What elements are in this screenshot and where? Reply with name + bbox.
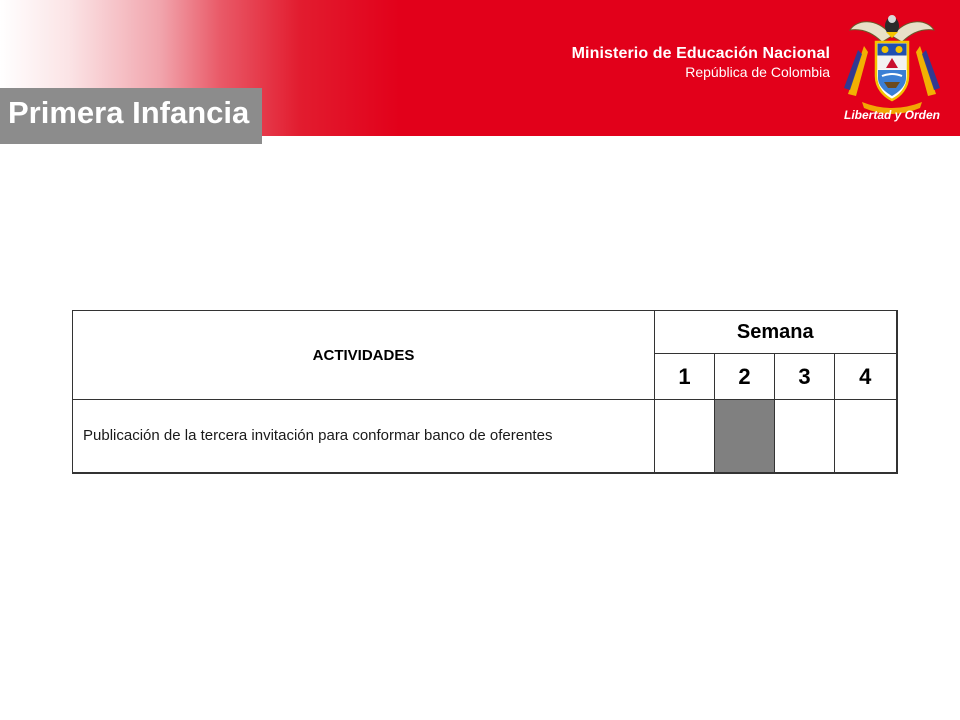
ministry-name: Ministerio de Educación Nacional <box>571 45 830 62</box>
activities-header: ACTIVIDADES <box>73 311 655 400</box>
activity-description: Publicación de la tercera invitación para conformar banco de oferentes <box>73 400 655 474</box>
ministry-block <box>572 44 830 82</box>
week-number: 3 <box>775 354 835 400</box>
week-number: 4 <box>835 354 897 400</box>
table-header-row <box>73 311 897 354</box>
week-number: 1 <box>655 354 715 400</box>
week-cell <box>775 400 835 474</box>
schedule-table <box>72 310 898 474</box>
motto-text: Libertad y Orden <box>843 108 941 122</box>
week-number: 2 <box>715 354 775 400</box>
country-name: República de Colombia <box>685 64 830 80</box>
week-cell <box>835 400 897 474</box>
slide-title: Primera Infancia <box>8 95 250 130</box>
week-header: Semana <box>655 311 897 354</box>
slide-title-box <box>0 88 262 144</box>
table-row <box>73 400 897 474</box>
week-cell <box>655 400 715 474</box>
week-cell <box>715 400 775 474</box>
